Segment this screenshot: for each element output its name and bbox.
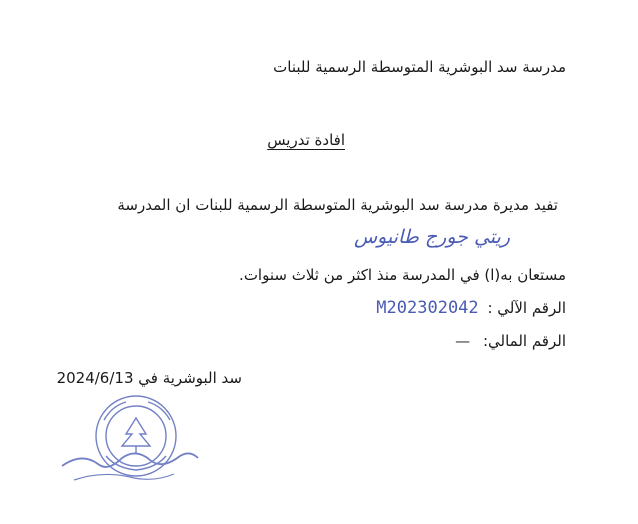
body-line-1: تفيد مديرة مدرسة سد البوشرية المتوسطة الرسمية للبنات ان المدرسة — [117, 196, 558, 214]
official-stamp-seal — [54, 390, 204, 494]
teacher-name-handwritten: ريتي جورج طانيوس — [353, 226, 510, 248]
school-header: مدرسة سد البوشرية المتوسطة الرسمية للبنات — [273, 58, 566, 76]
place-date: سد البوشرية في 2024/6/13 — [56, 369, 242, 387]
computer-number-value: M202302042 — [376, 298, 479, 318]
computer-number-row — [376, 298, 566, 318]
financial-number-label: الرقم المالي: — [482, 332, 566, 350]
financial-number-row — [455, 332, 566, 350]
document-title: افادة تدريس — [267, 131, 345, 149]
body-line-2: مستعان به(ا) في المدرسة منذ اكثر من ثلاث سنوات. — [239, 266, 566, 284]
computer-number-label: الرقم الآلي : — [487, 299, 566, 317]
financial-number-value: — — [455, 332, 471, 350]
